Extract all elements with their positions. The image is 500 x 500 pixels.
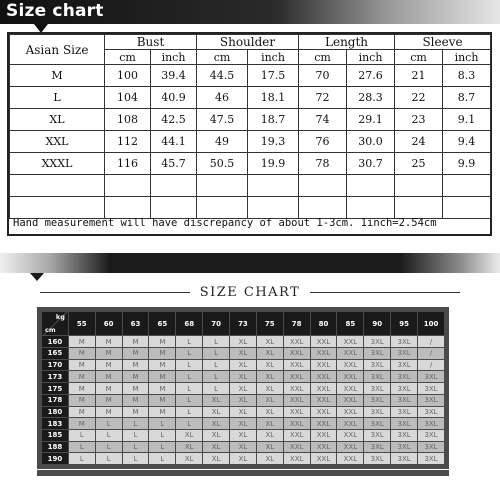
size-cell: M (149, 336, 175, 347)
height-header: 170 (42, 360, 68, 371)
blank-cell (443, 197, 491, 219)
measurement-cell: 19.9 (248, 153, 299, 175)
table-row (10, 109, 491, 131)
size-cell: 3XL (418, 442, 444, 453)
divider-notch (30, 273, 44, 281)
weight-header: 80 (311, 312, 337, 335)
blank-cell (197, 175, 248, 197)
top-banner (0, 0, 500, 24)
measurement-cell: 42.5 (151, 109, 197, 131)
size-cell: M (149, 407, 175, 418)
size-cell: 3XL (364, 442, 390, 453)
size-cell: XL (176, 430, 202, 441)
blank-cell (347, 197, 395, 219)
size-cell: L (176, 407, 202, 418)
size-cell: 3XL (418, 371, 444, 382)
size-cell: XXL (284, 430, 310, 441)
asian-size-header: Asian Size (10, 35, 105, 65)
measurement-cell: 104 (105, 87, 151, 109)
measurement-cell: 19.3 (248, 131, 299, 153)
size-cell: M (123, 336, 149, 347)
size-cell: XL (230, 336, 256, 347)
height-header: 160 (42, 336, 68, 347)
size-cell: M (123, 371, 149, 382)
size-cell: XL (176, 442, 202, 453)
table-row (10, 131, 491, 153)
size-cell: XL (203, 407, 229, 418)
measurement-cell: 29.1 (347, 109, 395, 131)
blank-cell (105, 197, 151, 219)
size-cell: XL (257, 383, 283, 394)
size-cell: XXL (311, 360, 337, 371)
measurement-cell: 24 (395, 131, 443, 153)
height-header: 185 (42, 430, 68, 441)
size-cell: 3XL (391, 383, 417, 394)
blank-row (10, 175, 491, 197)
size-cell: XXL (311, 430, 337, 441)
measurement-cell: 45.7 (151, 153, 197, 175)
weight-header: 90 (364, 312, 390, 335)
size-cell: XL (257, 395, 283, 406)
blank-cell (443, 175, 491, 197)
blank-cell (10, 175, 105, 197)
size-cell: L (176, 348, 202, 359)
size-cell: XXL (311, 395, 337, 406)
size-cell: M (96, 383, 122, 394)
unit-header: cm (105, 50, 151, 65)
unit-header: cm (197, 50, 248, 65)
blank-cell (395, 197, 443, 219)
measurement-cell: 47.5 (197, 109, 248, 131)
size-cell: L (149, 430, 175, 441)
size-cell: M (96, 348, 122, 359)
group-header-bust: Bust (105, 35, 197, 50)
size-cell: XL (230, 395, 256, 406)
size-cell: XXL (311, 442, 337, 453)
title-rule-left (40, 292, 190, 293)
size-cell: L (176, 360, 202, 371)
size-cell: XXL (311, 453, 337, 464)
page-title: Size chart (6, 1, 104, 21)
size-cell: XL (230, 407, 256, 418)
measurement-cell: 112 (105, 131, 151, 153)
blank-cell (299, 197, 347, 219)
size-cell: M (69, 383, 95, 394)
size-cell: M (123, 348, 149, 359)
measurement-cell: 40.9 (151, 87, 197, 109)
weight-header: 85 (337, 312, 363, 335)
height-header: 188 (42, 442, 68, 453)
weight-header: 73 (230, 312, 256, 335)
measurement-cell: 78 (299, 153, 347, 175)
unit-header: cm (395, 50, 443, 65)
measurement-cell: 17.5 (248, 65, 299, 87)
size-cell: XL (257, 336, 283, 347)
size-cell: XL (230, 430, 256, 441)
size-cell: XXL (337, 418, 363, 429)
size-cell: XXL (337, 442, 363, 453)
title-rule-right (310, 292, 460, 293)
size-cell: L (176, 371, 202, 382)
size-cell: L (149, 418, 175, 429)
size-cell: XXL (284, 418, 310, 429)
size-cell: M (69, 336, 95, 347)
size-cell: XL (257, 442, 283, 453)
size-cell: XXL (337, 336, 363, 347)
size-cell: L (69, 442, 95, 453)
size-cell: 3XL (364, 430, 390, 441)
size-cell: L (176, 383, 202, 394)
measurement-cell: 18.7 (248, 109, 299, 131)
measurement-cell: 27.6 (347, 65, 395, 87)
measurement-cell: 44.5 (197, 65, 248, 87)
size-cell: XL (203, 453, 229, 464)
group-header-sleeve: Sleeve (395, 35, 491, 50)
size-cell: 3XL (391, 371, 417, 382)
size-cell: L (123, 453, 149, 464)
size-cell: M (123, 407, 149, 418)
size-cell: XXL (311, 348, 337, 359)
size-cell: L (69, 453, 95, 464)
measurement-cell: 30.0 (347, 131, 395, 153)
size-cell: XXL (284, 395, 310, 406)
blank-cell (248, 197, 299, 219)
weight-header: 78 (284, 312, 310, 335)
blank-row (10, 197, 491, 219)
size-chart-panel (37, 307, 449, 469)
blank-cell (197, 197, 248, 219)
corner-cm-label: cm (45, 326, 56, 335)
corner-kg-label: kg (55, 313, 65, 321)
size-cell: 3XL (391, 430, 417, 441)
size-cell: 3XL (391, 360, 417, 371)
blank-cell (395, 175, 443, 197)
size-cell: XL (10, 109, 105, 131)
measurement-cell: 108 (105, 109, 151, 131)
size-cell: 3XL (364, 395, 390, 406)
measurement-cell: 100 (105, 65, 151, 87)
size-cell: L (203, 371, 229, 382)
size-cell: 3XL (364, 336, 390, 347)
size-cell: XL (257, 430, 283, 441)
size-cell: XXL (337, 430, 363, 441)
measurement-cell: 74 (299, 109, 347, 131)
weight-header: 95 (391, 312, 417, 335)
size-cell: 3XL (364, 407, 390, 418)
size-cell: L (123, 430, 149, 441)
size-cell: 3XL (391, 407, 417, 418)
size-cell: XL (257, 453, 283, 464)
table-row (42, 348, 444, 359)
size-cell: 3XL (364, 453, 390, 464)
size-cell: XXL (284, 383, 310, 394)
size-cell: 3XL (364, 348, 390, 359)
table-row (42, 360, 444, 371)
size-cell: M (96, 371, 122, 382)
height-header: 183 (42, 418, 68, 429)
size-cell: XXL (284, 336, 310, 347)
size-cell: M (149, 348, 175, 359)
unit-header: inch (443, 50, 491, 65)
size-cell: 3XL (364, 360, 390, 371)
table-row (42, 395, 444, 406)
measurement-cell: 9.9 (443, 153, 491, 175)
weight-header: 55 (69, 312, 95, 335)
size-cell: XXL (311, 383, 337, 394)
blank-cell (10, 197, 105, 219)
size-cell: M (123, 395, 149, 406)
weight-header: 63 (123, 312, 149, 335)
size-cell: XXL (337, 407, 363, 418)
weight-header: 70 (203, 312, 229, 335)
weight-header: 75 (257, 312, 283, 335)
corner-header (42, 312, 68, 335)
table-row (42, 430, 444, 441)
size-cell: M (96, 407, 122, 418)
measurement-cell: 23 (395, 109, 443, 131)
size-cell: L (96, 418, 122, 429)
size-cell: L (149, 442, 175, 453)
size-cell: L (123, 418, 149, 429)
size-cell: XL (230, 360, 256, 371)
table-row (10, 87, 491, 109)
size-cell: XL (230, 442, 256, 453)
blank-cell (347, 175, 395, 197)
size-cell: M (69, 418, 95, 429)
size-cell: / (418, 336, 444, 347)
size-chart-title-text: SIZE CHART (199, 285, 301, 300)
size-cell: XXL (311, 418, 337, 429)
measurement-cell: 9.1 (443, 109, 491, 131)
table-row (42, 442, 444, 453)
size-cell: XL (230, 383, 256, 394)
table-row (42, 371, 444, 382)
size-cell: M (69, 371, 95, 382)
blank-cell (151, 175, 197, 197)
height-header: 175 (42, 383, 68, 394)
size-cell: 3XL (364, 371, 390, 382)
size-cell: M (149, 383, 175, 394)
weight-header: 65 (149, 312, 175, 335)
size-cell: XXL (311, 371, 337, 382)
measurement-cell: 70 (299, 65, 347, 87)
measurement-cell: 8.7 (443, 87, 491, 109)
table-row (42, 418, 444, 429)
size-cell: L (203, 383, 229, 394)
size-cell: 3XL (364, 418, 390, 429)
size-cell: 3XL (391, 453, 417, 464)
size-cell: XL (257, 348, 283, 359)
size-cell: XL (230, 371, 256, 382)
group-header-shoulder: Shoulder (197, 35, 299, 50)
size-cell: XXL (284, 442, 310, 453)
size-cell: L (123, 442, 149, 453)
size-cell: XXL (284, 360, 310, 371)
size-cell: 3XL (391, 336, 417, 347)
size-cell: L (203, 348, 229, 359)
blank-cell (105, 175, 151, 197)
size-cell: L (10, 87, 105, 109)
size-cell: M (69, 395, 95, 406)
size-cell: M (96, 336, 122, 347)
measurement-cell: 49 (197, 131, 248, 153)
height-header: 180 (42, 407, 68, 418)
table-row (10, 153, 491, 175)
size-cell: 3XL (418, 418, 444, 429)
table-row (42, 453, 444, 464)
size-cell: M (149, 360, 175, 371)
blank-cell (151, 197, 197, 219)
size-cell: XL (203, 418, 229, 429)
size-cell: XL (203, 442, 229, 453)
size-cell: XXL (337, 453, 363, 464)
size-cell: XL (257, 418, 283, 429)
size-cell: XXL (284, 407, 310, 418)
size-cell: 3XL (418, 407, 444, 418)
size-cell: XL (257, 371, 283, 382)
size-cell: M (69, 360, 95, 371)
size-cell: L (69, 430, 95, 441)
size-cell: M (123, 360, 149, 371)
size-cell: L (96, 430, 122, 441)
size-cell: 3XL (418, 383, 444, 394)
measurement-cell: 116 (105, 153, 151, 175)
table-row (10, 65, 491, 87)
size-cell: XXL (284, 348, 310, 359)
size-cell: L (96, 453, 122, 464)
measurement-cell: 46 (197, 87, 248, 109)
size-cell: 3XL (364, 383, 390, 394)
size-cell: / (418, 348, 444, 359)
measurement-cell: 25 (395, 153, 443, 175)
measurement-cell: 72 (299, 87, 347, 109)
size-cell: 3XL (418, 430, 444, 441)
size-cell: M (149, 371, 175, 382)
table-row (42, 383, 444, 394)
size-cell: / (418, 360, 444, 371)
weight-header: 60 (96, 312, 122, 335)
table-row (42, 407, 444, 418)
size-cell: XXL (337, 383, 363, 394)
size-cell: XL (230, 348, 256, 359)
size-cell: 3XL (391, 418, 417, 429)
unit-header: inch (248, 50, 299, 65)
section-divider-bar (0, 253, 500, 273)
height-header: 178 (42, 395, 68, 406)
measurement-note: Hand measurement will have discrepancy of about 1-3cm. 1inch=2.54cm (13, 217, 437, 229)
size-cell: 3XL (391, 348, 417, 359)
size-cell: M (96, 360, 122, 371)
table-row (42, 336, 444, 347)
size-cell: XXL (311, 407, 337, 418)
measurement-table (9, 34, 491, 219)
measurement-cell: 22 (395, 87, 443, 109)
size-cell: XXL (337, 371, 363, 382)
size-cell: XL (203, 395, 229, 406)
weight-header: 100 (418, 312, 444, 335)
blank-cell (248, 175, 299, 197)
size-cell: XL (176, 453, 202, 464)
size-cell: XXL (284, 371, 310, 382)
size-cell: XXL (10, 131, 105, 153)
size-cell: XXL (337, 348, 363, 359)
size-chart-title (0, 285, 500, 300)
height-header: 165 (42, 348, 68, 359)
weight-header: 68 (176, 312, 202, 335)
blank-cell (299, 175, 347, 197)
size-cell: XL (203, 430, 229, 441)
size-chart-footer-bar (37, 470, 449, 476)
size-cell: M (96, 395, 122, 406)
size-cell: M (123, 383, 149, 394)
size-cell: M (69, 407, 95, 418)
size-cell: L (176, 418, 202, 429)
measurement-cell: 8.3 (443, 65, 491, 87)
size-cell: L (203, 336, 229, 347)
size-cell: L (149, 453, 175, 464)
measurement-cell: 28.3 (347, 87, 395, 109)
size-cell: 3XL (391, 395, 417, 406)
measurement-cell: 44.1 (151, 131, 197, 153)
size-cell: XL (230, 418, 256, 429)
group-header-length: Length (299, 35, 395, 50)
measurement-table-panel (7, 32, 492, 236)
size-cell: XXL (284, 453, 310, 464)
size-cell: L (96, 442, 122, 453)
size-cell: M (149, 395, 175, 406)
size-cell: 3XL (418, 453, 444, 464)
measurement-cell: 21 (395, 65, 443, 87)
unit-header: inch (347, 50, 395, 65)
size-cell: L (203, 360, 229, 371)
size-cell: XXXL (10, 153, 105, 175)
height-header: 173 (42, 371, 68, 382)
size-cell: XXL (337, 395, 363, 406)
unit-header: cm (299, 50, 347, 65)
size-cell: XL (257, 360, 283, 371)
size-cell: 3XL (418, 395, 444, 406)
size-cell: XL (230, 453, 256, 464)
measurement-cell: 76 (299, 131, 347, 153)
measurement-cell: 9.4 (443, 131, 491, 153)
size-cell: M (69, 348, 95, 359)
size-cell: M (10, 65, 105, 87)
size-cell: XXL (311, 336, 337, 347)
measurement-cell: 39.4 (151, 65, 197, 87)
size-cell: XXL (337, 360, 363, 371)
size-cell: XL (257, 407, 283, 418)
size-cell: L (176, 395, 202, 406)
size-cell: L (176, 336, 202, 347)
unit-header: inch (151, 50, 197, 65)
measurement-cell: 30.7 (347, 153, 395, 175)
height-header: 190 (42, 453, 68, 464)
size-cell: 3XL (391, 442, 417, 453)
measurement-cell: 50.5 (197, 153, 248, 175)
size-chart-table (41, 311, 445, 465)
measurement-cell: 18.1 (248, 87, 299, 109)
